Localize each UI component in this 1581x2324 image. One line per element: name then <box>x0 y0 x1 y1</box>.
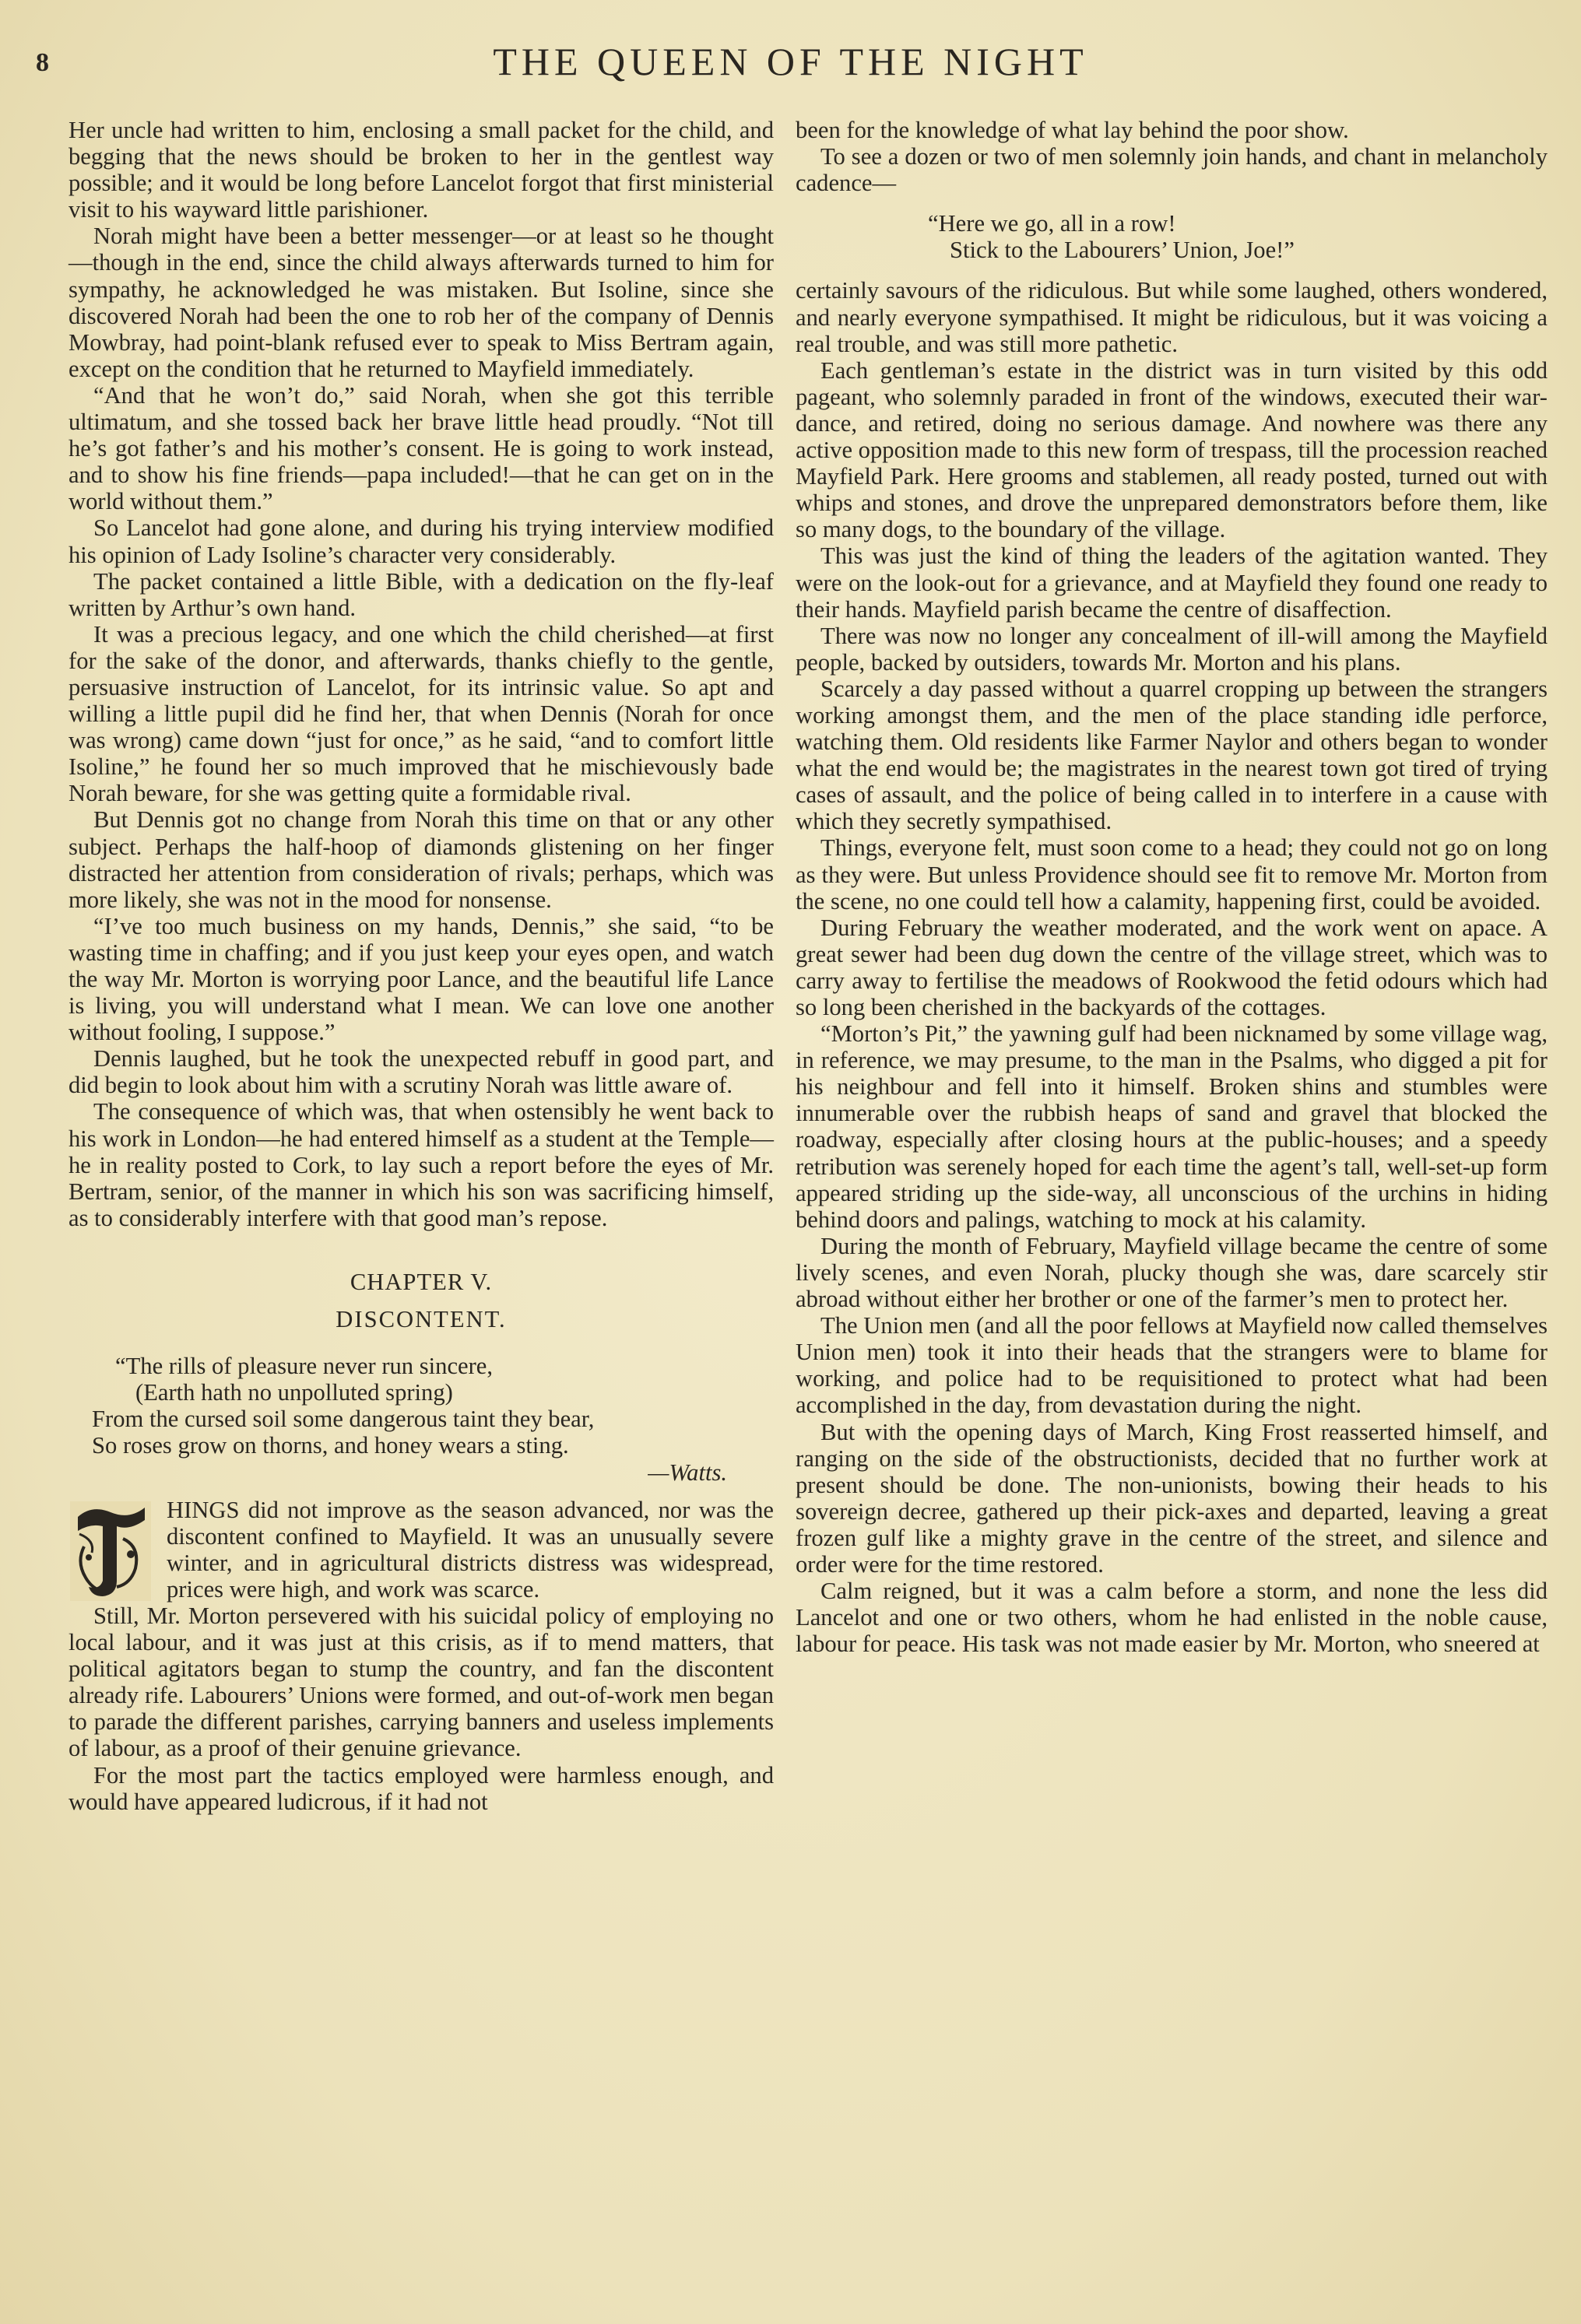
epigraph-attribution: —Watts. <box>648 1459 727 1486</box>
epigraph-line: (Earth hath no unpolluted spring) <box>135 1379 453 1406</box>
paragraph: Things, everyone felt, must soon come to a head; they could not go on long as they were. But unless Providence should see fit to remove Mr. Morton from the scene, no one could tell how a calamity, happening first, could be avoided. <box>796 834 1548 915</box>
paragraph: Each gentleman’s estate in the district was in turn visited by this odd pageant, who solemnly paraded in front of the windows, executed their war-dance, and retired, doing no serious damage. And nowhere was there any active opposition made to this new form of trespass, till the procession reached Mayfield Park. Here grooms and stablemen, all ready posted, turned out with whips and stones, and drove the unprepared demonstrators before them, like so many dogs, to the boundary of the village. <box>796 356 1548 543</box>
dropcap-letter-t-icon <box>69 1500 153 1603</box>
paragraph: been for the knowledge of what lay behind the poor show. <box>796 117 1349 143</box>
paragraph: To see a dozen or two of men solemnly join hands, and chant in melancholy cadence— <box>796 143 1548 197</box>
verse-line: Stick to the Labourers’ Union, Joe!” <box>950 237 1295 264</box>
paragraph: “Morton’s Pit,” the yawning gulf had been nicknamed by some village wag, in reference, we may presume, to the man in the Psalms, who digged a pit for his neighbour and fell into it himself. Broken shins and stumbles were innumerable over the rubbish heaps of sand and gravel that blocked the roadway, especially after closing hours at the public-houses; and a speedy retribution was serenely hoped for each time the agent’s tall, well-set-up form appeared striding up the side-way, all unconscious of the urchins in hiding behind doors and palings, watching to mock at his calamity. <box>796 1020 1548 1233</box>
paragraph: Still, Mr. Morton persevered with his suicidal policy of employing no local labour, and it was just at this crisis, as if to mend matters, that political agitators began to stump the country, and fan the discontent already rife. Labourers’ Unions were formed, and out-of-work men began to parade the different parishes, carrying banners and useless implements of labour, as a proof of their genuine grievance. <box>69 1602 774 1762</box>
paragraph: Dennis laughed, but he took the unexpected rebuff in good part, and did begin to look about him with a scrutiny Norah was little aware of. <box>69 1045 774 1099</box>
paragraph: The consequence of which was, that when ostensibly he went back to his work in London—he had entered himself as a student at the Temple—he in reality posted to Cork, to lay such a report before the eyes of Mr. Bertram, senior, of the manner in which his son was sacrificing himself, as to considerably interfere with that good man’s repose. <box>69 1098 774 1231</box>
paragraph: The packet contained a little Bible, with a dedication on the fly-leaf written by Arthur’s own hand. <box>69 567 774 621</box>
paragraph: This was just the kind of thing the leaders of the agitation wanted. They were on the look-out for a grievance, and at Mayfield they found one ready to their hands. Mayfield parish became the centre of disaffection. <box>796 542 1548 623</box>
right-column <box>796 117 1548 1657</box>
dropcap-paragraph <box>69 1497 774 1603</box>
running-title: THE QUEEN OF THE NIGHT <box>493 40 1088 83</box>
paragraph: Calm reigned, but it was a calm before a storm, and none the less did Lancelot and one or two others, whom he had enlisted in the noble cause, labour for peace. His task was not made easier by Mr. Morton, who sneered at <box>796 1578 1548 1658</box>
chapter-number: CHAPTER V. <box>350 1268 493 1295</box>
paragraph: There was now no longer any concealment of ill-will among the Mayfield people, backed by outsiders, towards Mr. Morton and his plans. <box>796 622 1548 676</box>
paragraph: So Lancelot had gone alone, and during his trying interview modified his opinion of Lady Isoline’s character very considerably. <box>69 514 774 568</box>
paragraph: But Dennis got no change from Norah this time on that or any other subject. Perhaps the half-hoop of diamonds glistening on her finger distracted her attention from consideration of rivals; perhaps, which was more likely, she was not in the mood for nonsense. <box>69 806 774 913</box>
paragraph: “I’ve too much business on my hands, Dennis,” she said, “to be wasting time in chaffing; and if you just keep your eyes open, and watch the way Mr. Morton is worrying poor Lance, and the beautiful life Lance is living, you will understand what I mean. We can love one another without fooling, I suppose.” <box>69 912 774 1046</box>
verse-line: “Here we go, all in a row! <box>928 210 1176 237</box>
paragraph: The Union men (and all the poor fellows at Mayfield now called themselves Union men) took it into their heads that the strangers were to blame for working, and police had to be requisitioned to protect what had been accomplished in the day, from devastation during the night. <box>796 1312 1548 1419</box>
dropcap-ornament <box>69 1500 153 1603</box>
epigraph-line: “The rills of pleasure never run sincere, <box>115 1353 494 1380</box>
paragraph: Her uncle had written to him, enclosing a small packet for the child, and begging that the news should be broken to her in the gentlest way possible; and it would be long before Lancelot forgot that first ministerial visit to his wayward little parishioner. <box>69 117 774 223</box>
paragraph: Norah might have been a better messenger—or at least so he thought—though in the end, since the child always afterwards turned to him for sympathy, he acknowledged he was mistaken. But Isoline, since she discovered Norah had been the one to rob her of the company of Dennis Mowbray, had point-blank refused ever to speak to Miss Bertram again, except on the condition that he returned to Mayfield immediately. <box>69 223 774 382</box>
chapter-title: DISCONTENT. <box>336 1306 507 1333</box>
left-column <box>69 117 774 1815</box>
paragraph: HINGS did not improve as the season advanced, nor was the discontent confined to Mayfield. It was an unusually severe winter, and in agricultural districts distress was widespread, prices were high, and work was scarce. <box>167 1496 774 1603</box>
paragraph: Scarcely a day passed without a quarrel cropping up between the strangers working amongst them, and the men of the place standing idle perforce, watching them. Old residents like Farmer Naylor and others began to wonder what the end would be; the magistrates in the nearest town got tired of trying cases of assault, and the police of being called in to interfere in a cause with which they secretly sympathised. <box>796 675 1548 835</box>
epigraph-line: From the cursed soil some dangerous taint they bear, <box>92 1406 595 1433</box>
paragraph: “And that he won’t do,” said Norah, when she got this terrible ultimatum, and she tossed back her brave little head proudly. “Not till he’s got father’s and his mother’s consent. He is going to work instead, and to show his fine friends—papa included!—that he can get on in the world without them.” <box>69 381 774 515</box>
paragraph: For the most part the tactics employed were harmless enough, and would have appeared ludicrous, if it had not <box>69 1761 774 1815</box>
paragraph: It was a precious legacy, and one which the child cherished—at first for the sake of the donor, and afterwards, thanks chiefly to the gentle, persuasive instruction of Lancelot, for its intrinsic value. So apt and willing a little pupil did he find her, that when Dennis (Norah for once was wrong) came down “just for once,” as he said, “and to comfort little Isoline,” he found her so much improved that he mischievously bade Norah beware, for she was getting quite a formidable rival. <box>69 620 774 807</box>
paragraph: During the month of February, Mayfield village became the centre of some lively scenes, and even Norah, plucky though she was, dare scarcely stir abroad without either her brother or one of the farmer’s men to protect her. <box>796 1232 1548 1313</box>
paragraph: certainly savours of the ridiculous. But while some laughed, others wondered, and nearly everyone sympathised. It might be ridiculous, but it was voicing a real trouble, and was still more pathetic. <box>796 277 1548 357</box>
verse-quote <box>928 210 1548 263</box>
paragraph: But with the opening days of March, King Frost reasserted himself, and ranging on the side of the obstructionists, decided that no further work at present should be done. The non-unionists, bowing their heads to his sovereign decree, gathered up their pick-axes and departed, leaving a great frozen gulf like a mighty grave in the centre of the street, and silence and order were for the time restored. <box>796 1418 1548 1578</box>
epigraph <box>92 1353 774 1485</box>
page-number: 8 <box>36 48 49 77</box>
paragraph: During February the weather moderated, and the work went on apace. A great sewer had been dug down the centre of the village street, which was to carry away to fertilise the meadows of Rookwood the fetid odours which had so long been cherished in the backyards of the cottages. <box>796 914 1548 1020</box>
epigraph-line: So roses grow on thorns, and honey wears a sting. <box>92 1432 569 1459</box>
